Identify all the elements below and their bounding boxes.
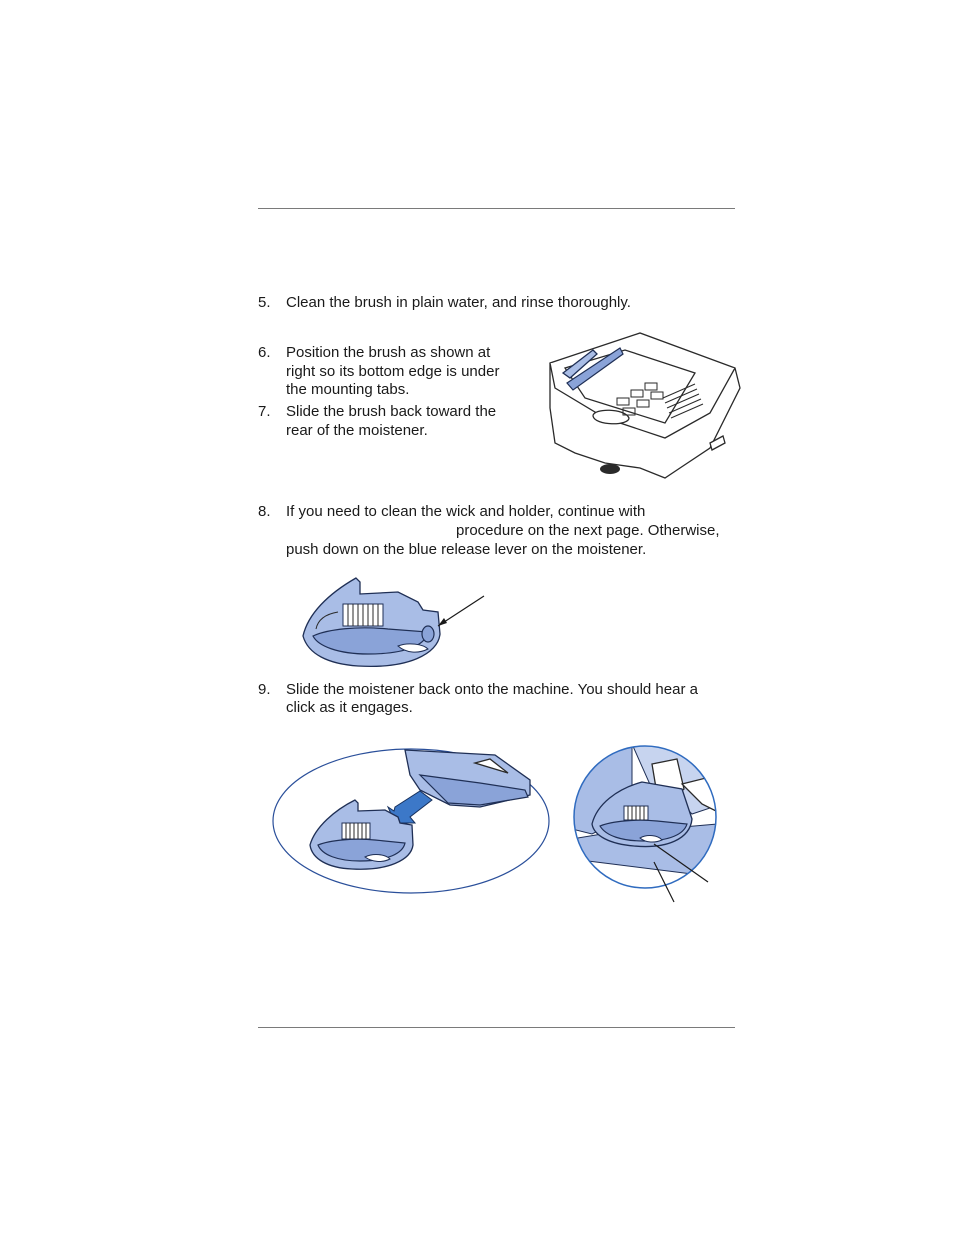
top-rule: [258, 208, 735, 209]
step-6-line-3: the mounting tabs.: [286, 381, 410, 398]
step-9-line-2: click as it engages.: [286, 699, 413, 716]
bottom-rule: [258, 1027, 735, 1028]
step-6-line-1: Position the brush as shown at: [286, 344, 491, 361]
step-7-number: 7.: [258, 403, 271, 420]
step-8-line-3: push down on the blue release lever on the moistener.: [286, 541, 647, 558]
step-6-number: 6.: [258, 344, 271, 361]
step-5-number: 5.: [258, 294, 271, 311]
step-5-line-1: Clean the brush in plain water, and rinse thoroughly.: [286, 294, 631, 311]
step-6-line-2: right so its bottom edge is under: [286, 363, 500, 380]
step-8-line-1: If you need to clean the wick and holder, continue with: [286, 503, 646, 520]
step-9-number: 9.: [258, 681, 271, 698]
moistener-slide-illustration: [270, 745, 552, 897]
brush-bristles: [343, 604, 383, 626]
release-lever-illustration: [298, 574, 498, 674]
release-lever: [422, 626, 434, 642]
moistener-brush-illustration: [545, 328, 745, 488]
step-7-line-2: rear of the moistener.: [286, 422, 428, 439]
moistener-engaged-illustration: [572, 744, 722, 909]
step-7-line-1: Slide the brush back toward the: [286, 403, 497, 420]
step-8-line-2: procedure on the next page. Otherwise,: [456, 522, 720, 539]
step-8-number: 8.: [258, 503, 271, 520]
step-9-line-1: Slide the moistener back onto the machine. You should hear a: [286, 681, 698, 698]
